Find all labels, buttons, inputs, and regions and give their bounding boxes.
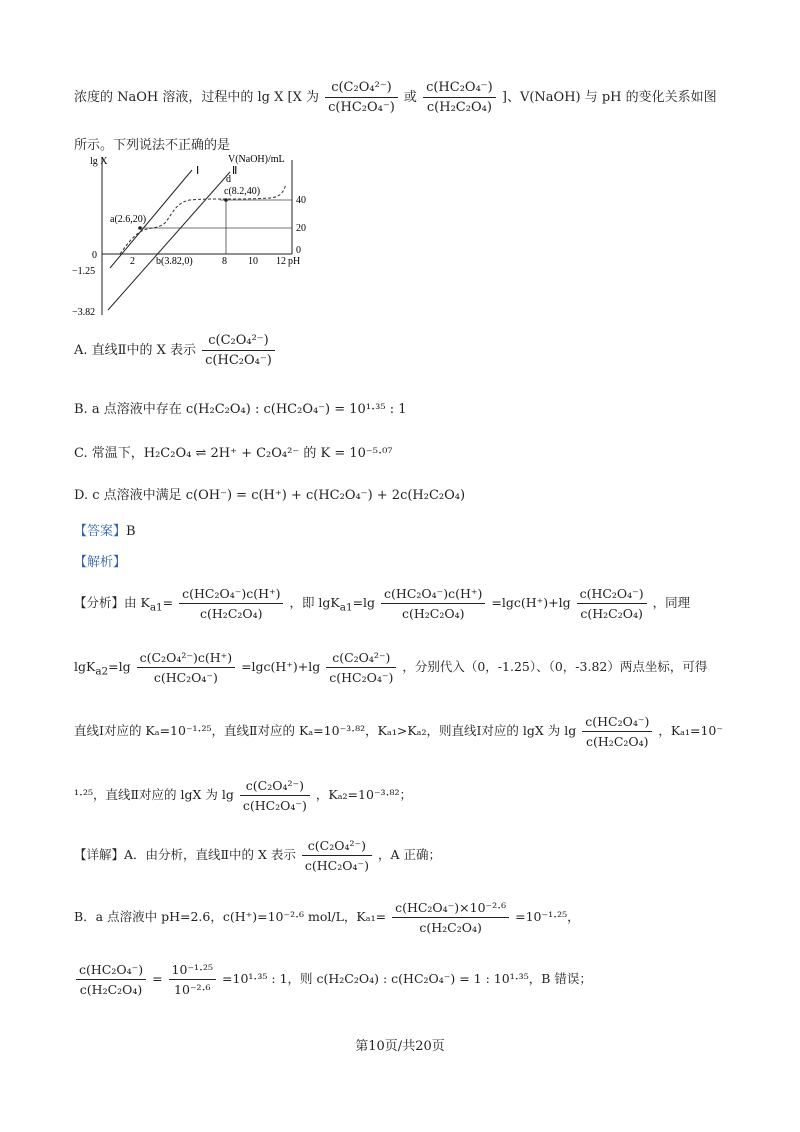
analysis-formula-1: 【分析】由 $K_{a1}=$ $\frac{\text{c(HC₂O₄⁻)c(H⁺)}}{\text{c(H₂C₂O₄)}}$ ，即 lgK$_{a1}$=lg $\frac{\text{c(HC₂O₄⁻)c(H⁺)}}{\text{c(H₂C₂O₄)}}$ =lgc(H⁺)+lg $\frac{\text{c(HC₂O₄⁻)}}{\text{c(H₂C₂O₄)}}$ ，同理 <box>74 586 691 621</box>
option-D: D. c 点溶液中满足 c(OH⁻) = c(H⁺) + c(HC₂O₄⁻) + 2c(H₂C₂O₄) <box>74 488 466 503</box>
point-d-label: d <box>226 174 231 185</box>
option-B: B. a 点溶液中存在 c(H₂C₂O₄) : c(HC₂O₄⁻) = 10¹·³⁵ : 1 <box>74 402 407 417</box>
analysis-label: 【解析】 <box>74 555 127 570</box>
lgka1-fraction: $\frac{\text{c(HC₂O₄⁻)c(H⁺)}}{\text{c(H₂C₂O₄)}}$ <box>381 586 485 621</box>
header-prefix: 浓度的 NaOH 溶液，过程中的 lg X [X 为 <box>74 90 319 105</box>
detail-B2: $\frac{\text{c(HC₂O₄⁻)}}{\text{c(H₂C₂O₄)}}$ = $\frac{\text{10⁻¹·²⁵}}{\text{10⁻²·⁶}}$ =10¹·³⁵ : 1，则 c(H₂C₂O₄) : c(HC₂O₄⁻) = 1 : 10¹·³⁵，B 错误； <box>74 962 592 997</box>
line-I-lgx-fraction: $\frac{\text{c(HC₂O₄⁻)}}{\text{c(H₂C₂O₄)}}$ <box>582 714 652 749</box>
detail-B: B．a 点溶液中 pH=2.6，c(H⁺)=10⁻²·⁶ mol/L，Kₐ₁= $\frac{\text{c(HC₂O₄⁻)×10⁻²·⁶}}{\text{c(H₂C₂O₄)}}$ =10⁻¹·²⁵， <box>74 900 580 935</box>
y-tick-125: −1.25 <box>72 266 96 277</box>
lgka2-fraction: $\frac{\text{c(C₂O₄²⁻)c(H⁺)}}{\text{c(HC₂O₄⁻)}}$ <box>137 650 235 685</box>
page-footer: 第10页/共20页 <box>355 1039 445 1054</box>
option-A <box>74 333 277 368</box>
point-c-marker <box>224 198 228 202</box>
analysis-line-3: 直线Ⅰ对应的 Kₐ=10⁻¹·²⁵，直线Ⅱ对应的 Kₐ=10⁻³·⁸²，Kₐ₁>Kₐ₂，则直线Ⅰ对应的 lgX 为 lg $\frac{\text{c(HC₂O₄⁻)}}{\text{c(H₂C₂O₄)}}$ ，Kₐ₁=10⁻ <box>74 714 723 749</box>
detail-B-fraction: $\frac{\text{c(HC₂O₄⁻)×10⁻²·⁶}}{\text{c(H₂C₂O₄)}}$ <box>392 900 509 935</box>
detail-B2-fraction-2: $\frac{\text{10⁻¹·²⁵}}{\text{10⁻²·⁶}}$ <box>169 962 217 997</box>
lgka2-tail-fraction: $\frac{\text{c(C₂O₄²⁻)}}{\text{c(HC₂O₄⁻)}}$ <box>326 650 396 685</box>
x-tick-2: 2 <box>130 256 135 267</box>
detail-A-fraction: $\frac{\text{c(C₂O₄²⁻)}}{\text{c(HC₂O₄⁻)}}$ <box>302 838 372 873</box>
y2-axis-label: V(NaOH)/mL <box>228 154 285 165</box>
header-fraction-2: $\frac{\text{c(HC₂O₄⁻)}}{\text{c(H₂C₂O₄)}}$ <box>423 80 496 115</box>
analysis-line-4: ¹·²⁵，直线Ⅱ对应的 lgX 为 lg $\frac{\text{c(C₂O₄²⁻)}}{\text{c(HC₂O₄⁻)}}$ ，Kₐ₂=10⁻³·⁸²； <box>74 778 413 813</box>
y2-tick-0: 0 <box>296 245 301 256</box>
y2-tick-20: 20 <box>296 223 306 234</box>
origin-label: 0 <box>92 250 97 261</box>
line-II <box>108 172 230 310</box>
option-C: C. 常温下，H₂C₂O₄ ⇌ 2H⁺ + C₂O₄²⁻ 的 K = 10⁻⁵·⁰⁷ <box>74 446 393 461</box>
answer-value: B <box>126 524 136 539</box>
question-header-line-2: 所示。下列说法不正确的是 <box>74 138 231 153</box>
line-I-label: Ⅰ <box>196 165 200 177</box>
y-axis-label: lg X <box>90 156 108 167</box>
question-header-line <box>74 80 717 115</box>
point-a-marker <box>138 226 142 230</box>
line-II-lgx-fraction: $\frac{\text{c(C₂O₄²⁻)}}{\text{c(HC₂O₄⁻)}}$ <box>240 778 310 813</box>
detail-A: 【详解】A．由分析，直线Ⅱ中的 X 表示 $\frac{\text{c(C₂O₄²⁻)}}{\text{c(HC₂O₄⁻)}}$ ，A 正确； <box>74 838 441 873</box>
point-c-label: c(8.2,40) <box>224 186 261 197</box>
option-A-fraction: $\frac{\text{c(C₂O₄²⁻)}}{\text{c(HC₂O₄⁻)}}$ <box>202 333 275 368</box>
y-tick-382: −3.82 <box>72 307 96 318</box>
lgka1-tail-fraction: $\frac{\text{c(HC₂O₄⁻)}}{\text{c(H₂C₂O₄)}}$ <box>577 586 647 621</box>
x-axis-label: pH <box>288 256 301 267</box>
ka1-fraction: $\frac{\text{c(HC₂O₄⁻)c(H⁺)}}{\text{c(H₂C₂O₄)}}$ <box>179 586 283 621</box>
ph-lgx-figure <box>70 150 320 320</box>
y2-tick-40: 40 <box>296 195 306 206</box>
detail-B2-fraction-1: $\frac{\text{c(HC₂O₄⁻)}}{\text{c(H₂C₂O₄)}}$ <box>76 962 146 997</box>
x-tick-8: 8 <box>222 256 227 267</box>
answer-label: 【答案】 <box>74 524 127 539</box>
point-a-label: a(2.6,20) <box>110 214 147 225</box>
header-fraction-1: $\frac{\text{c(C₂O₄²⁻)}}{\text{c(HC₂O₄⁻)}}$ <box>325 80 398 115</box>
header-or: 或 <box>403 90 417 105</box>
answer-line <box>74 520 136 539</box>
header-suffix: ]、V(NaOH) 与 pH 的变化关系如图 <box>501 90 717 105</box>
option-A-text: A. 直线Ⅱ中的 X 表示 <box>74 343 197 358</box>
analysis-formula-2: lgK$_{a2}$=lg $\frac{\text{c(C₂O₄²⁻)c(H⁺)}}{\text{c(HC₂O₄⁻)}}$ =lgc(H⁺)+lg $\frac{\text{c(C₂O₄²⁻)}}{\text{c(HC₂O₄⁻)}}$ ，分别代入（0，-1.25）、（0，-3.82）两点坐标，可得 <box>74 650 708 685</box>
x-tick-10: 10 <box>248 256 258 267</box>
point-b-label: b(3.82,0) <box>156 256 193 267</box>
line-II-label: Ⅱ <box>232 165 238 177</box>
x-tick-12: 12 <box>276 256 286 267</box>
